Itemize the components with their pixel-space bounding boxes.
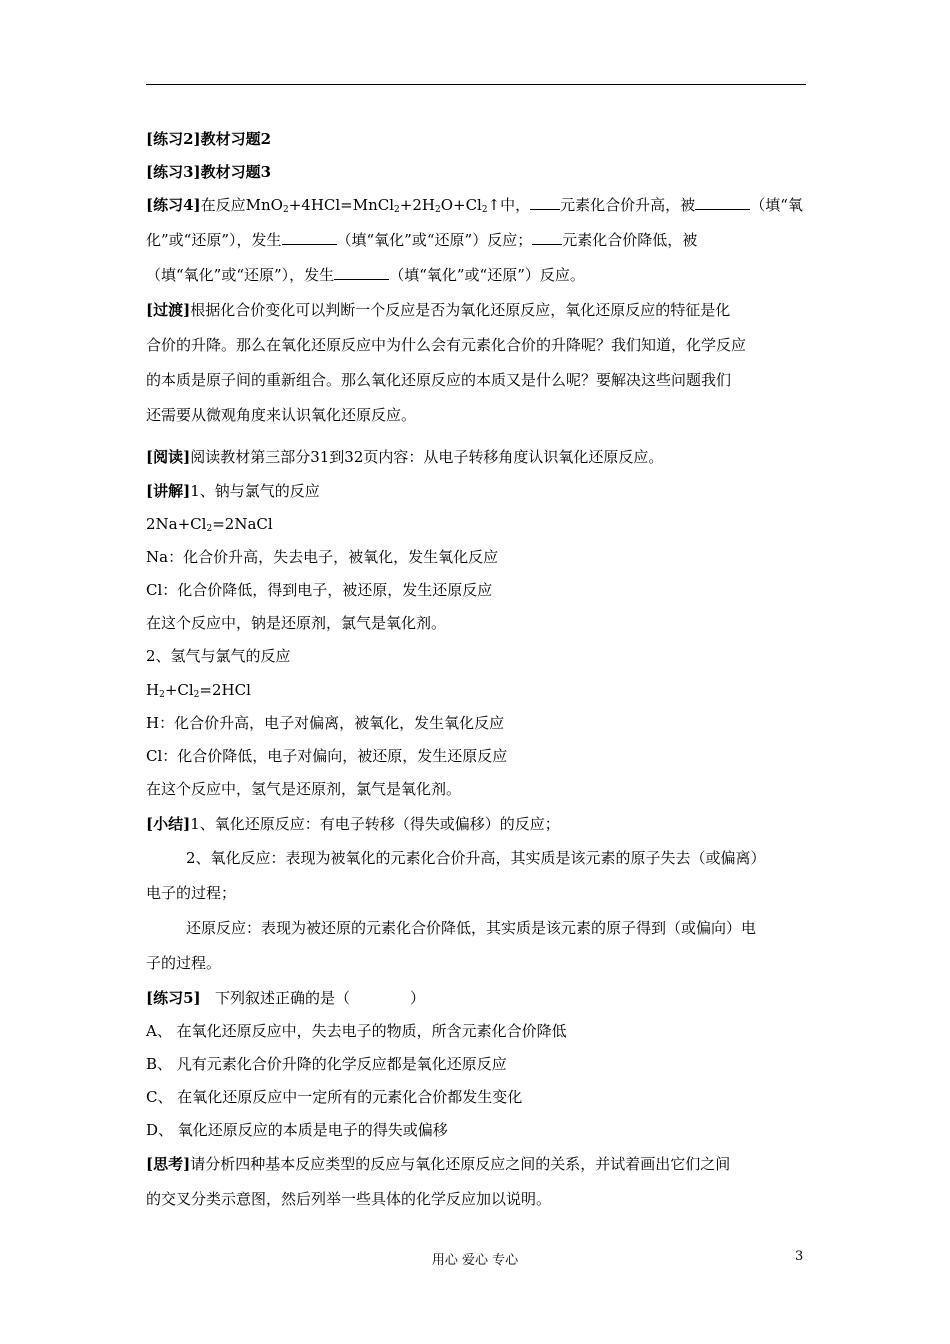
exercise-4-line3: （填“氧化”或“还原”），发生 （填“氧化”或“还原”）反应。 bbox=[146, 266, 585, 284]
cl-analysis-1: Cl：化合价降低，得到电子，被还原，发生还原反应 bbox=[146, 581, 493, 599]
fill-blank bbox=[532, 230, 562, 245]
lecture-heading: [讲解]1、钠与氯气的反应 bbox=[146, 482, 320, 500]
option-a: A、 在氧化还原反应中，失去电子的物质，所含元素化合价降低 bbox=[146, 1022, 567, 1040]
exercise-3: [练习3]教材习题3 bbox=[146, 163, 272, 181]
exercise-4-line1: [练习4]在反应$MnO_2+4HCl=MnCl_2+2H_2O+Cl_2↑$中， 元素化合价升高，被 （填“氧 bbox=[146, 196, 803, 215]
exercise-5: [练习5] 下列叙述正确的是（ ） bbox=[146, 989, 425, 1007]
transition-para-3: 的本质是原子间的重新组合。那么氧化还原反应的本质又是什么呢？要解决这些问题我们 bbox=[146, 371, 732, 389]
lecture-item-2: 2、氢气与氯气的反应 bbox=[146, 647, 291, 665]
thinking-1: [思考]请分析四种基本反应类型的反应与氧化还原反应之间的关系，并试着画出它们之间 bbox=[146, 1155, 731, 1173]
summary-3-cont: 子的过程。 bbox=[146, 954, 222, 972]
header-rule bbox=[146, 84, 806, 85]
na-analysis: Na：化合价升高，失去电子，被氧化，发生氧化反应 bbox=[146, 548, 499, 566]
fill-blank bbox=[695, 195, 750, 210]
summary-2-cont: 电子的过程； bbox=[146, 884, 237, 902]
cl-analysis-2: Cl：化合价降低，电子对偏向，被还原，发生还原反应 bbox=[146, 747, 508, 765]
option-c: C、 在氧化还原反应中一定所有的元素化合价都发生变化 bbox=[146, 1088, 523, 1106]
fill-blank bbox=[530, 195, 560, 210]
summary-1: [小结]1、氧化还原反应：有电子转移（得失或偏移）的反应； bbox=[146, 815, 560, 833]
summary-2: 2、氧化反应：表现为被氧化的元素化合价升高，其实质是该元素的原子失去（或偏离） bbox=[186, 849, 766, 867]
reading-line: [阅读]阅读教材第三部分31到32页内容：从电子转移角度认识氧化还原反应。 bbox=[146, 448, 664, 466]
exercise-4-line2: 化”或“还原”），发生 （填“氧化”或“还原”）反应； 元素化合价降低，被 bbox=[146, 231, 698, 249]
conclusion-2: 在这个反应中，氢气是还原剂，氯气是氧化剂。 bbox=[146, 780, 462, 798]
thinking-2: 的交叉分类示意图，然后列举一些具体的化学反应加以说明。 bbox=[146, 1190, 552, 1208]
transition-para-2: 合价的升降。那么在氧化还原反应中为什么会有元素化合价的升降呢？我们知道，化学反应 bbox=[146, 336, 747, 354]
option-b: B、 凡有元素化合价升降的化学反应都是氧化还原反应 bbox=[146, 1055, 507, 1073]
page-number: 3 bbox=[795, 1249, 804, 1264]
h-analysis: H：化合价升高，电子对偏离，被氧化，发生氧化反应 bbox=[146, 714, 505, 732]
page-footer: 用心 爱心 专心 bbox=[431, 1253, 519, 1268]
transition-para-4: 还需要从微观角度来认识氧化还原反应。 bbox=[146, 406, 417, 424]
transition-para-1: [过渡]根据化合价变化可以判断一个反应是否为氧化还原反应，氧化还原反应的特征是化 bbox=[146, 301, 731, 319]
fill-blank bbox=[334, 265, 389, 280]
exercise-2: [练习2]教材习题2 bbox=[146, 130, 272, 148]
summary-3: 还原反应：表现为被还原的元素化合价降低，其实质是该元素的原子得到（或偏向）电 bbox=[186, 919, 757, 937]
fill-blank bbox=[282, 230, 337, 245]
equation-nacl: $2Na+Cl_2=2NaCl$ bbox=[146, 515, 273, 534]
conclusion-1: 在这个反应中，钠是还原剂，氯气是氧化剂。 bbox=[146, 614, 447, 632]
option-d: D、 氧化还原反应的本质是电子的得失或偏移 bbox=[146, 1121, 448, 1139]
equation-hcl: $H_2+Cl_2=2HCl$ bbox=[146, 681, 251, 700]
